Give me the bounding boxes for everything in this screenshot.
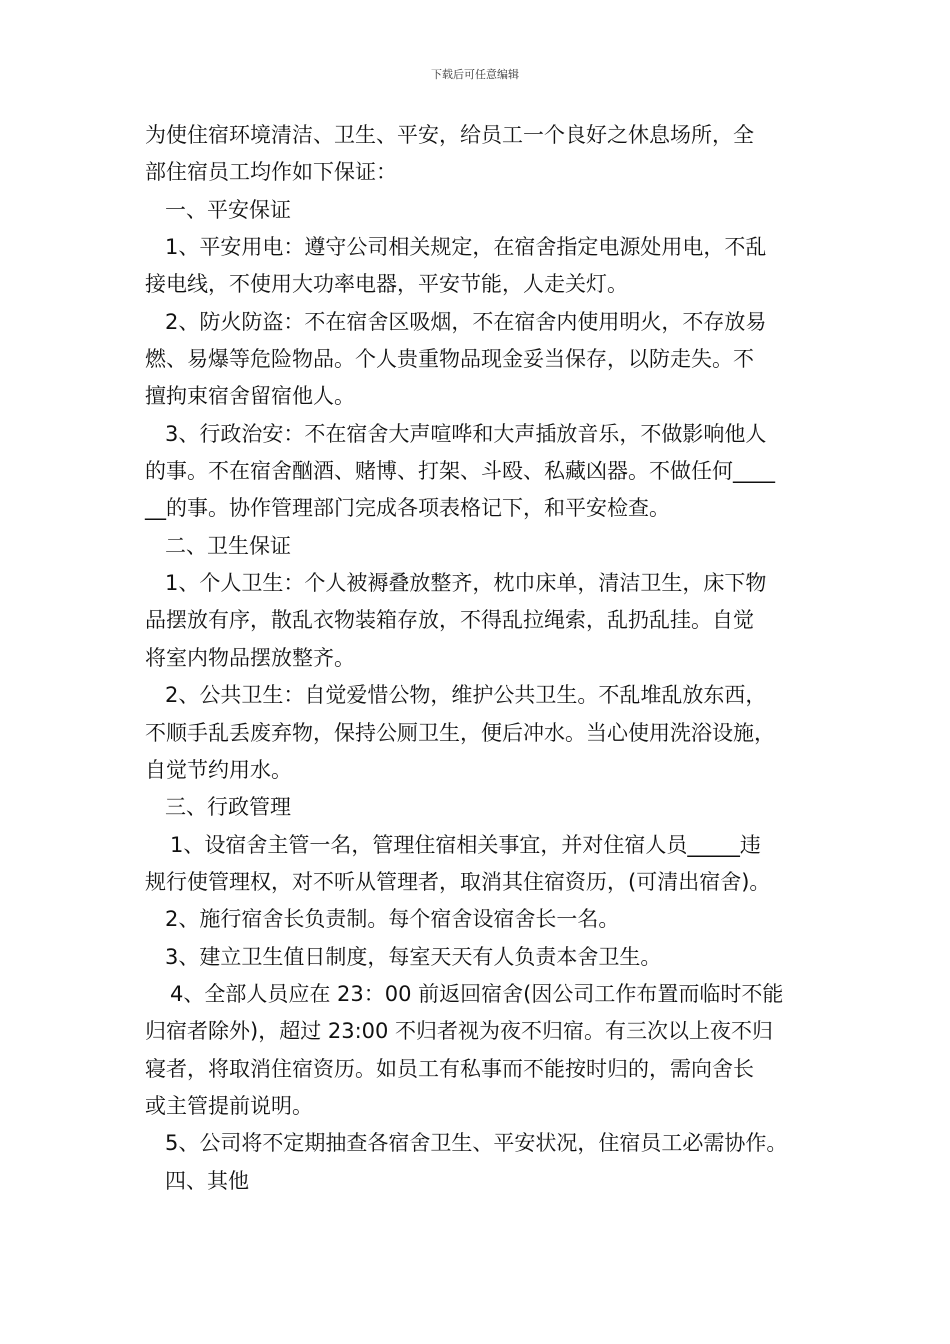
text-line: 1、个人卫生：个人被褥叠放整齐，枕巾床单，清洁卫生，床下物: [165, 571, 767, 596]
text-line: 3、行政治安：不在宿舍大声喧哗和大声插放音乐，不做影响他人: [165, 421, 767, 446]
text-line: 2、公共卫生：自觉爱惜公物，维护公共卫生。不乱堆乱放东西，: [165, 683, 767, 708]
text-line: 部住宿员工均作如下保证：: [145, 160, 397, 185]
page-header: 下载后可任意编辑: [431, 68, 519, 81]
document-body: [145, 117, 825, 1200]
text-line: 1、设宿舍主管一名，管理住宿相关事宜，并对住宿人员_____违: [170, 832, 761, 857]
section-heading: 四、其他: [165, 1168, 249, 1193]
text-line: 2、施行宿舍长负责制。每个宿舍设宿舍长一名。: [165, 907, 620, 932]
text-line: 4、全部人员应在 23：00 前返回宿舍(因公司工作布置而临时不能: [170, 981, 784, 1006]
text-line: 归宿者除外)，超过 23:00 不归者视为夜不归宿。有三次以上夜不归: [145, 1019, 774, 1044]
text-line: 不顺手乱丢废弃物，保持公厕卫生，便后冲水。当心使用洗浴设施，: [145, 720, 775, 745]
text-line: 自觉节约用水。: [145, 757, 292, 782]
text-line: 规行使管理权，对不听从管理者，取消其住宿资历，(可清出宿舍)。: [145, 869, 771, 894]
text-line: 接电线，不使用大功率电器，平安节能，人走关灯。: [145, 272, 628, 297]
text-line: 燃、易爆等危险物品。个人贵重物品现金妥当保存，以防走失。不: [145, 347, 754, 372]
text-line: 5、公司将不定期抽查各宿舍卫生、平安状况，住宿员工必需协作。: [165, 1131, 788, 1156]
text-line: 品摆放有序，散乱衣物装箱存放，不得乱拉绳索，乱扔乱挂。自觉: [145, 608, 754, 633]
text-line: 将室内物品摆放整齐。: [145, 645, 355, 670]
text-line: 寝者，将取消住宿资历。如员工有私事而不能按时归的，需向舍长: [145, 1056, 754, 1081]
text-line: 为使住宿环境清洁、卫生、平安，给员工一个良好之休息场所，全: [145, 123, 754, 147]
section-heading: 三、行政管理: [165, 795, 291, 820]
text-line: 擅拘束宿舍留宿他人。: [145, 384, 355, 409]
text-line: 1、平安用电：遵守公司相关规定，在宿舍指定电源处用电，不乱: [165, 235, 767, 260]
text-line: 2、防火防盗：不在宿舍区吸烟，不在宿舍内使用明火，不存放易: [165, 309, 767, 334]
text-line: 或主管提前说明。: [145, 1093, 313, 1118]
section-heading: 一、平安保证: [165, 197, 291, 222]
text-line: 3、建立卫生值日制度，每室天天有人负责本舍卫生。: [165, 944, 662, 969]
text-line: __的事。协作管理部门完成各项表格记下，和平安检查。: [145, 496, 670, 521]
text-line: 的事。不在宿舍酗酒、赌博、打架、斗殴、私藏凶器。不做任何____: [145, 459, 775, 484]
section-heading: 二、卫生保证: [165, 533, 291, 558]
